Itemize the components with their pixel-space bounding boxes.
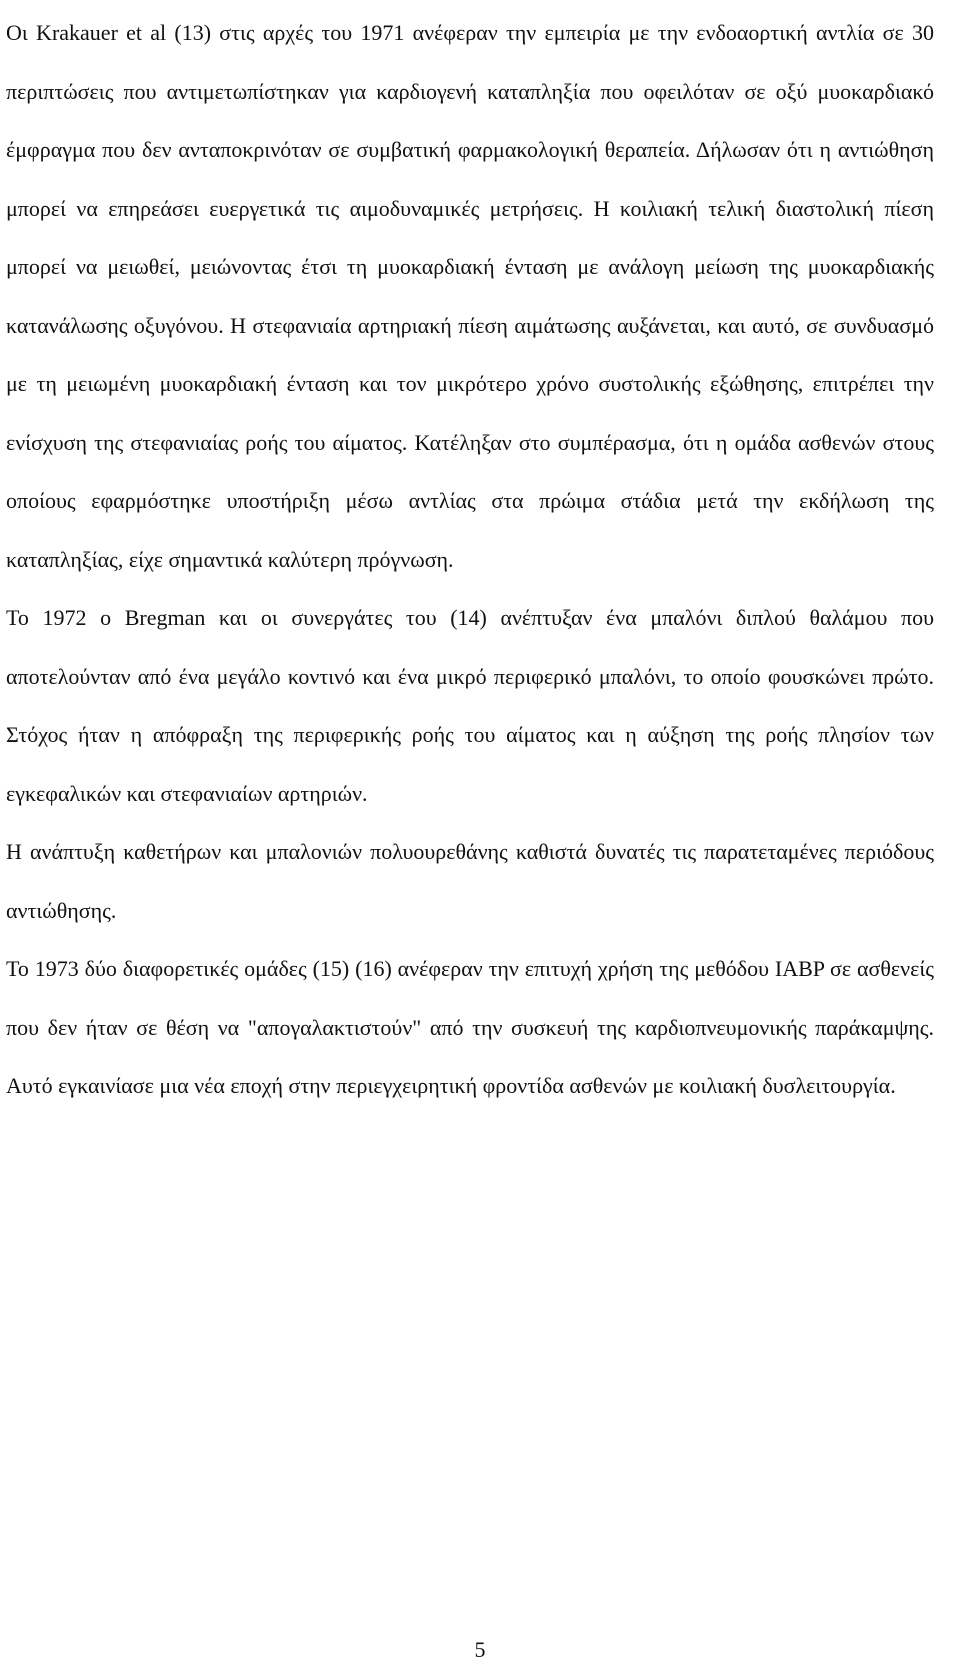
paragraph-1973: Το 1973 δύο διαφορετικές ομάδες (15) (16) ανέφεραν την επιτυχή χρήση της μεθόδου IABP σε ασθενείς που δεν ήταν σε θέση να "απογαλακτιστούν" από την συσκευή της καρδιοπνευμονικής παράκαμψης. Αυτό εγκαινίασε μια νέα εποχή στην περιεγχειρητική φροντίδα ασθενών με κοιλιακή δυσλειτουργία.: [6, 956, 934, 1098]
document-page: [6, 0, 934, 1116]
paragraph-polyurethane: Η ανάπτυξη καθετήρων και μπαλονιών πολυουρεθάνης καθιστά δυνατές τις παρατεταμένες περιόδους αντιώθησης.: [6, 839, 934, 923]
page-number: 5: [474, 1637, 486, 1662]
paragraph-krakauer: Οι Krakauer et al (13) στις αρχές του 1971 ανέφεραν την εμπειρία με την ενδοαορτική αντλία σε 30 περιπτώσεις που αντιμετωπίστηκαν για καρδιογενή καταπληξία που οφειλόταν σε οξύ μυοκαρδιακό έμφραγμα που δεν ανταποκρινόταν σε συμβατική φαρμακολογική θεραπεία. Δήλωσαν ότι η αντιώθηση μπορεί να επηρεάσει ευεργετικά τις αιμοδυναμικές μετρήσεις. Η κοιλιακή τελική διαστολική πίεση μπορεί να μειωθεί, μειώνοντας έτσι τη μυοκαρδιακή ένταση με ανάλογη μείωση της μυοκαρδιακής κατανάλωσης οξυγόνου. Η στεφανιαία αρτηριακή πίεση αιμάτωσης αυξάνεται, και αυτό, σε συνδυασμό με τη μειωμένη μυοκαρδιακή ένταση και τον μικρότερο χρόνο συστολικής εξώθησης, επιτρέπει την ενίσχυση της στεφανιαίας ροής του αίματος. Κατέληξαν στο συμπέρασμα, ότι η ομάδα ασθενών στους οποίους εφαρμόστηκε υποστήριξη μέσω αντλίας στα πρώιμα στάδια μετά την εκδήλωση της καταπληξίας, είχε σημαντικά καλύτερη πρόγνωση.: [6, 20, 934, 572]
paragraph-bregman: Το 1972 ο Bregman και οι συνεργάτες του (14) ανέπτυξαν ένα μπαλόνι διπλού θαλάμου που αποτελούνταν από ένα μεγάλο κοντινό και ένα μικρό περιφερικό μπαλόνι, το οποίο φουσκώνει πρώτο. Στόχος ήταν η απόφραξη της περιφερικής ροής του αίματος και η αύξηση της ροής πλησίον των εγκεφαλικών και στεφανιαίων αρτηριών.: [6, 605, 934, 806]
